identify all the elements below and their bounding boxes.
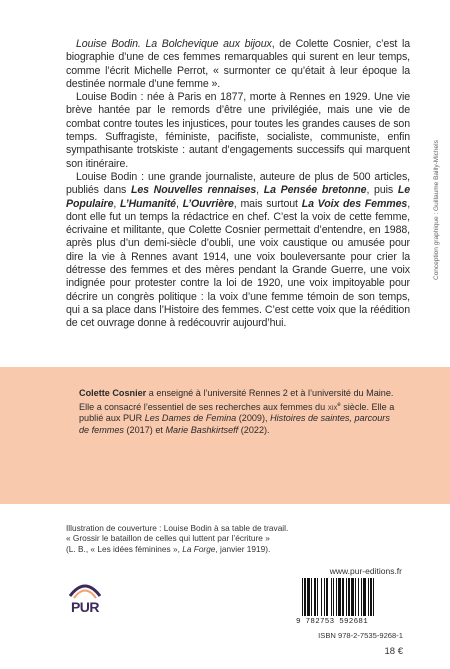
- barcode-bar: [326, 578, 328, 616]
- barcode-bar: [331, 578, 332, 616]
- barcode-bar: [342, 578, 344, 616]
- barcode-bar: [314, 578, 316, 616]
- barcode-bar: [358, 578, 359, 616]
- barcode-bar: [351, 578, 354, 616]
- barcode-bar: [321, 578, 322, 616]
- blurb-text: [66, 38, 410, 331]
- barcode: [296, 578, 408, 624]
- barcode-bar: [338, 578, 341, 616]
- barcode-bar: [373, 578, 374, 616]
- barcode-bars-icon: [296, 578, 408, 618]
- barcode-bar: [336, 578, 337, 616]
- author-name: Colette Cosnier: [79, 388, 147, 398]
- blurb-paragraph-2: Louise Bodin : née à Paris en 1877, morte à Rennes en 1929. Une vie brève hantée par le remords d’être une privilégiée, mais une vie de combat contre toutes les injustices, pour toutes les grandes causes de son temps. Suffragiste, féministe, pacifiste, socialiste, communiste, enfin sympathisante trotskiste : autant d’engagements successifs qui marquent son itinéraire.: [66, 91, 410, 170]
- price: 18 €: [384, 646, 403, 657]
- barcode-bar: [317, 578, 318, 616]
- barcode-bar: [346, 578, 347, 616]
- barcode-bar: [302, 578, 303, 616]
- barcode-bar: [355, 578, 356, 616]
- barcode-bar: [333, 578, 334, 616]
- blurb-paragraph-3: Louise Bodin : une grande journaliste, auteure de plus de 500 articles, publiés dans Les Nouvelles rennaises, La Pensée bretonne, puis Le Populaire, L’Humanité, L’Ouvrière, mais surtout La Voix des Femmes, dont elle fut un temps la rédactrice en chef. C’est la voix de cette femme, écrivaine et militante, que Colette Cosnier permettait d’entendre, en 1988, après plus d’un demi-siècle d’oubli, une voix caustique ou amusée pour dire la vie à Rennes avant 1914, une voix bouleversante pour crier la détresse des femmes et des mères pendant la Grande Guerre, une voix indignée pour protester contre la loi de 1920, une voix impitoyable pour décrire un congrès politique : la voix d’une femme témoin de son temps, qui a sa place dans l’Histoire des femmes. C’est cette voix que la réédition de cet ouvrage donne à redécouvrir aujourd’hui.: [66, 170, 411, 330]
- publisher-website[interactable]: www.pur-editions.fr: [329, 566, 402, 576]
- author-bio-box: [0, 367, 450, 504]
- pur-logo: PUR: [62, 580, 108, 620]
- book-title: Louise Bodin. La Bolchevique aux bijoux: [76, 38, 272, 50]
- author-bio: Colette Cosnier a enseigné à l’université Rennes 2 et à l’université du Maine. Elle a consacré l’essentiel de ses recherches aux femmes du xix$^e$ siècle. Elle a publié aux PUR Les Dames de Femina (2009), Histoires de saintes, parcours de femmes (2017) et Marie Bashkirtseff (2022).: [79, 388, 395, 435]
- barcode-bar: [361, 578, 362, 616]
- blurb-paragraph-1: Louise Bodin. La Bolchevique aux bijoux, de Colette Cosnier, c’est la biographie d’une de ces femmes remarquables qui surent en leur temps, comme l’écrit Michelle Perrot, « surmonter ce qu’était à leur époque la destinée normale d’une femme ».: [66, 38, 410, 90]
- barcode-bar: [368, 578, 369, 616]
- cover-caption: Illustration de couverture : Louise Bodin à sa table de travail. « Grossir le bataillon de celles qui luttent par l’écriture » (L. B., « Les idées féminines », La Forge, janvier 1919).: [66, 523, 289, 554]
- barcode-bar: [370, 578, 372, 616]
- barcode-bar: [324, 578, 325, 616]
- barcode-digits: 9 782753 592681: [296, 618, 369, 626]
- isbn: ISBN 978-2-7535-9268-1: [318, 631, 403, 640]
- barcode-bar: [363, 578, 366, 616]
- barcode-bar: [311, 578, 312, 616]
- barcode-bar: [348, 578, 350, 616]
- barcode-bar: [307, 578, 310, 616]
- design-credit: Conception graphique : Guillaume Bailly-Michels: [433, 140, 440, 280]
- barcode-bar: [304, 578, 306, 616]
